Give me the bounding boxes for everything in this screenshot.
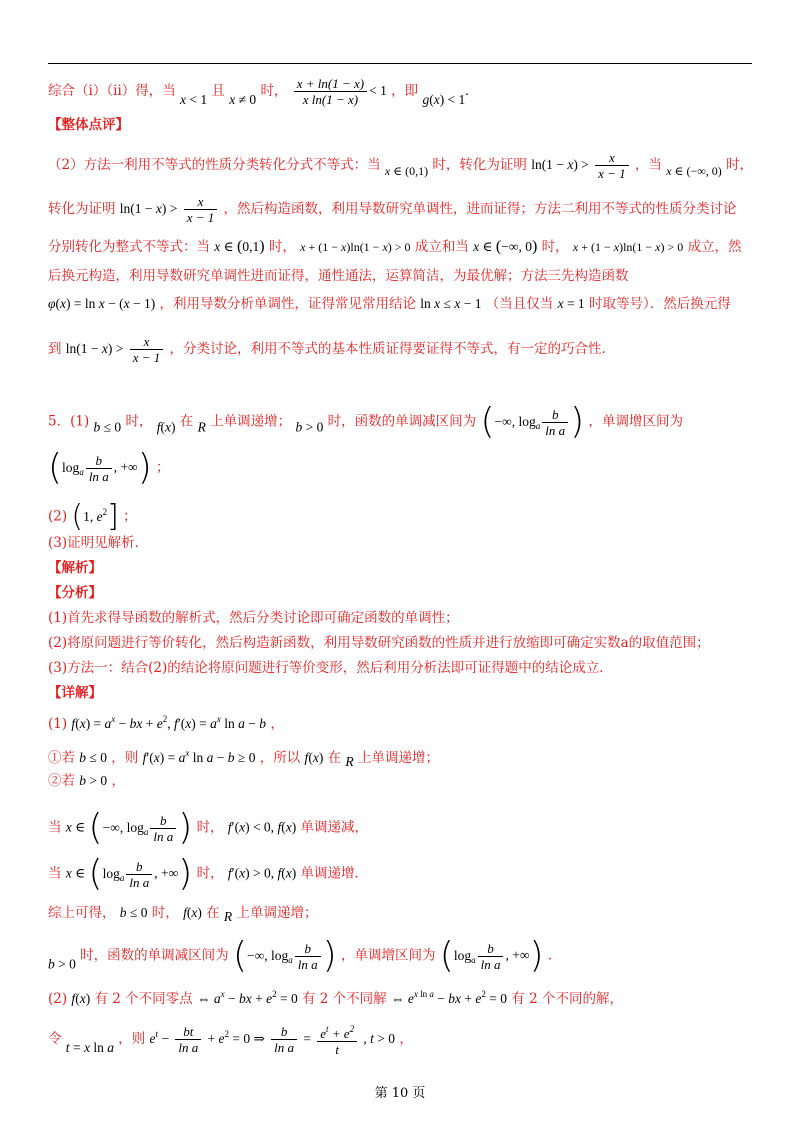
line-method-4: 后换元构造，利用导数研究单调性进而证得，通性通法，运算简洁，为最优解；方法三先构造函数 — [48, 268, 629, 284]
text: 时，函数的单调减区间为 — [80, 947, 229, 964]
text: 当 — [48, 865, 62, 882]
line-method-1: （2）方法一利用不等式的性质分类转化分式不等式：当 x ∈ (0,1) 时，转化为证明 ln(1 − x) > $\frac{x}{x - 1}$ ，当 x ∈ (−∞, 0) 时， — [48, 150, 754, 181]
detail-6: 综上可得， b ≤ 0 时， f(x) 在 R 上单调递增； — [48, 905, 318, 924]
answer-5-part-2: (2) (1, $e^2$] ； — [48, 499, 137, 534]
text: 成立和当 — [414, 239, 469, 255]
text: ②若 — [48, 773, 75, 789]
text: （当且仅当 — [485, 296, 554, 312]
text: 在 — [206, 905, 220, 921]
line-method-6: 到 ln(1 − x) > $\frac{x}{x - 1}$ ，分类讨论，利用不等式的基本性质证得要证得不等式，有一定的巧合性． — [48, 334, 616, 365]
text: ． — [547, 947, 562, 964]
text: 单调递减， — [300, 819, 368, 836]
math-fraction: $\frac{x}{x - 1}$ — [595, 150, 629, 181]
text: 综合（ⅰ）（ⅱ）得，当 — [48, 83, 176, 99]
text: ，单调增区间为 — [340, 947, 436, 964]
thinking-3: (3)方法一：结合(2)的结论将原问题进行等价变形，然后利用分析法即可证得题中的结论成立． — [48, 660, 613, 676]
thinking-2: (2)将原问题进行等价转化，然后构造新函数，利用导数研究函数的性质并进行放缩即可确定实数a的取值范围； — [48, 635, 710, 651]
text: （2）方法一利用不等式的性质分类转化分式不等式：当 — [48, 157, 381, 173]
detail-1: (1) $f(x) = a^x$ − bx + $e^2$, $f'(x) = a^x$ ln a − b ， — [48, 714, 284, 732]
answer-5-part-1: 5．(1) b ≤ 0 时， f(x) 在 R 上单调递增； b > 0 时，函数的单调减区间为 (−∞, $\log_a$ $\frac{b}{\text{ln a}}$ ) ，单调增区间为 — [48, 401, 683, 442]
text: 令 — [48, 1031, 62, 1047]
text: 在 — [327, 750, 342, 766]
answer-5-part-3: (3)证明见解析． — [48, 535, 149, 551]
text: 有 2 个不同解 — [302, 991, 387, 1007]
line-conclusion: 综合（ⅰ）（ⅱ）得，当 x < 1 且 x ≠ 0 时， $\frac{x + \ln(1 - x)}{\text{x ln(1 − x)}}$ < 1 ，即 g(x) < 1. — [48, 76, 469, 107]
text: 分别转化为整式不等式：当 — [48, 239, 210, 255]
text: 当 — [48, 819, 62, 836]
text: 成立，然 — [687, 239, 742, 255]
text: 转化为证明 — [48, 201, 116, 217]
text: 且 — [211, 83, 225, 99]
text: 有 2 个不同的解， — [511, 991, 623, 1007]
math-fraction: $\frac{x}{x - 1}$ — [184, 194, 218, 225]
text: 时，函数的单调减区间为 — [327, 413, 477, 430]
text: ； — [123, 508, 137, 525]
thinking-1: (1)首先求得导函数的解析式，然后分类讨论即可确定函数的单调性； — [48, 610, 459, 626]
text: 有 2 个不同零点 — [94, 991, 193, 1007]
text: ①若 — [48, 750, 75, 766]
text: 时， — [268, 239, 296, 255]
math-fraction: $\frac{x + \ln(1 - x)}{\text{x ln(1 − x)}}$ — [294, 76, 367, 107]
text: 时， — [196, 865, 224, 882]
detail-3: ②若 b > 0 ， — [48, 773, 125, 789]
text: ，单调增区间为 — [588, 413, 683, 430]
heading-detail: 【详解】 — [48, 685, 102, 701]
answer-5-part-1-cont: ($\log_a$ $\frac{b}{\text{ln a}}$ , +∞) ； — [48, 447, 170, 488]
text: 上单调递增； — [210, 413, 292, 430]
text: 时， — [151, 905, 179, 921]
line-method-5: φ(x) = ln x − (x − 1) ，利用导数分析单调性，证得常见常用结论 ln x ≤ x − 1 （当且仅当 x = 1 时取等号）．然后换元得 — [48, 296, 731, 312]
text: ，当 — [634, 157, 662, 173]
detail-2: ①若 b ≤ 0 ，则 $f'(x) = a^x$ ln a − b ≥ 0 ，所以 f(x) 在 R 上单调递增； — [48, 748, 439, 769]
detail-8: (2) f(x) 有 2 个不同零点 ⇔ $a^x$ − bx + $e^2 = 0$ 有 2 个不同解 ⇔ $e^{x ln a}$ − bx + $e^2 = 0$ 有 2 个不同的解， — [48, 989, 623, 1007]
text: 到 — [48, 341, 62, 357]
text: ，则 — [111, 750, 139, 766]
text: ； — [156, 459, 170, 476]
text: 在 — [179, 413, 194, 430]
text: 5．(1) — [48, 413, 90, 430]
header-rule — [48, 63, 752, 64]
math-fraction: $\frac{x}{x - 1}$ — [130, 334, 164, 365]
text: (1) — [48, 716, 68, 732]
text: (2) — [48, 508, 68, 525]
text: ，则 — [118, 1031, 146, 1047]
detail-5: 当 x ∈ ($\log_a$ $\frac{b}{\text{ln a}}$ , +∞) 时， f′(x) > 0, f(x) 单调递增． — [48, 853, 369, 894]
text: 时， — [196, 819, 224, 836]
text: ，分类讨论，利用不等式的基本性质证得要证得不等式，有一定的巧合性． — [169, 341, 616, 357]
page-number: 第 10 页 — [374, 1086, 426, 1101]
heading-analysis: 【解析】 — [48, 560, 102, 576]
text: 时， — [541, 239, 569, 255]
line-method-2: 转化为证明 ln(1 − x) > $\frac{x}{x - 1}$ ，然后构造函数，利用导数研究单调性，进而证得；方法二利用不等式的性质分类讨论 — [48, 194, 737, 225]
text: 综上可得， — [48, 905, 116, 921]
text: ，然后构造函数，利用导数研究单调性，进而证得；方法二利用不等式的性质分类讨论 — [223, 201, 737, 217]
text: ， — [270, 716, 284, 732]
text: 时，转化为证明 — [432, 157, 527, 173]
text: ，所以 — [259, 750, 301, 766]
heading-evaluation: 【整体点评】 — [48, 117, 129, 133]
text: 时， — [260, 83, 288, 99]
text: ， — [111, 773, 125, 789]
text: 时取等号）．然后换元得 — [588, 296, 731, 312]
detail-4: 当 x ∈ (−∞, $\log_a$ $\frac{b}{\text{ln a}}$ ) 时， f′(x) < 0, f(x) 单调递减， — [48, 807, 368, 848]
detail-7: b > 0 时，函数的单调减区间为 (−∞, $\log_a$ $\frac{b}{\text{ln a}}$ ) ，单调增区间为 ($\log_a$ $\frac{b}{\text{ln a}}$ , +∞) ． — [48, 935, 562, 976]
text: (2) — [48, 991, 68, 1007]
text: ，利用导数分析单调性，证得常见常用结论 — [159, 296, 416, 312]
detail-9: 令 t = x ln a ，则 $e^t$ − $\frac{bt}{\text{ln a}}$ + $e^2 = 0$ ⇒ $\frac{b}{\text{ln a}}$ = $\frac{e^t + e^2}{t}$ , t > 0 ， — [48, 1024, 413, 1057]
text: 时， — [726, 157, 754, 173]
text: 上单调递增； — [357, 750, 439, 766]
line-method-3: 分别转化为整式不等式：当 x ∈ (0,1) 时， x + (1 − x)ln(1 − x) > 0 成立和当 x ∈ (−∞, 0) 时， x + (1 − x)ln(1 − x) > 0 成立，然 — [48, 238, 742, 255]
text: ，即 — [391, 83, 419, 99]
text: 单调递增． — [300, 865, 369, 882]
text: 上单调递增； — [236, 905, 318, 921]
heading-thinking: 【分析】 — [48, 585, 102, 601]
text: 时， — [125, 413, 153, 430]
text: ， — [399, 1031, 413, 1047]
